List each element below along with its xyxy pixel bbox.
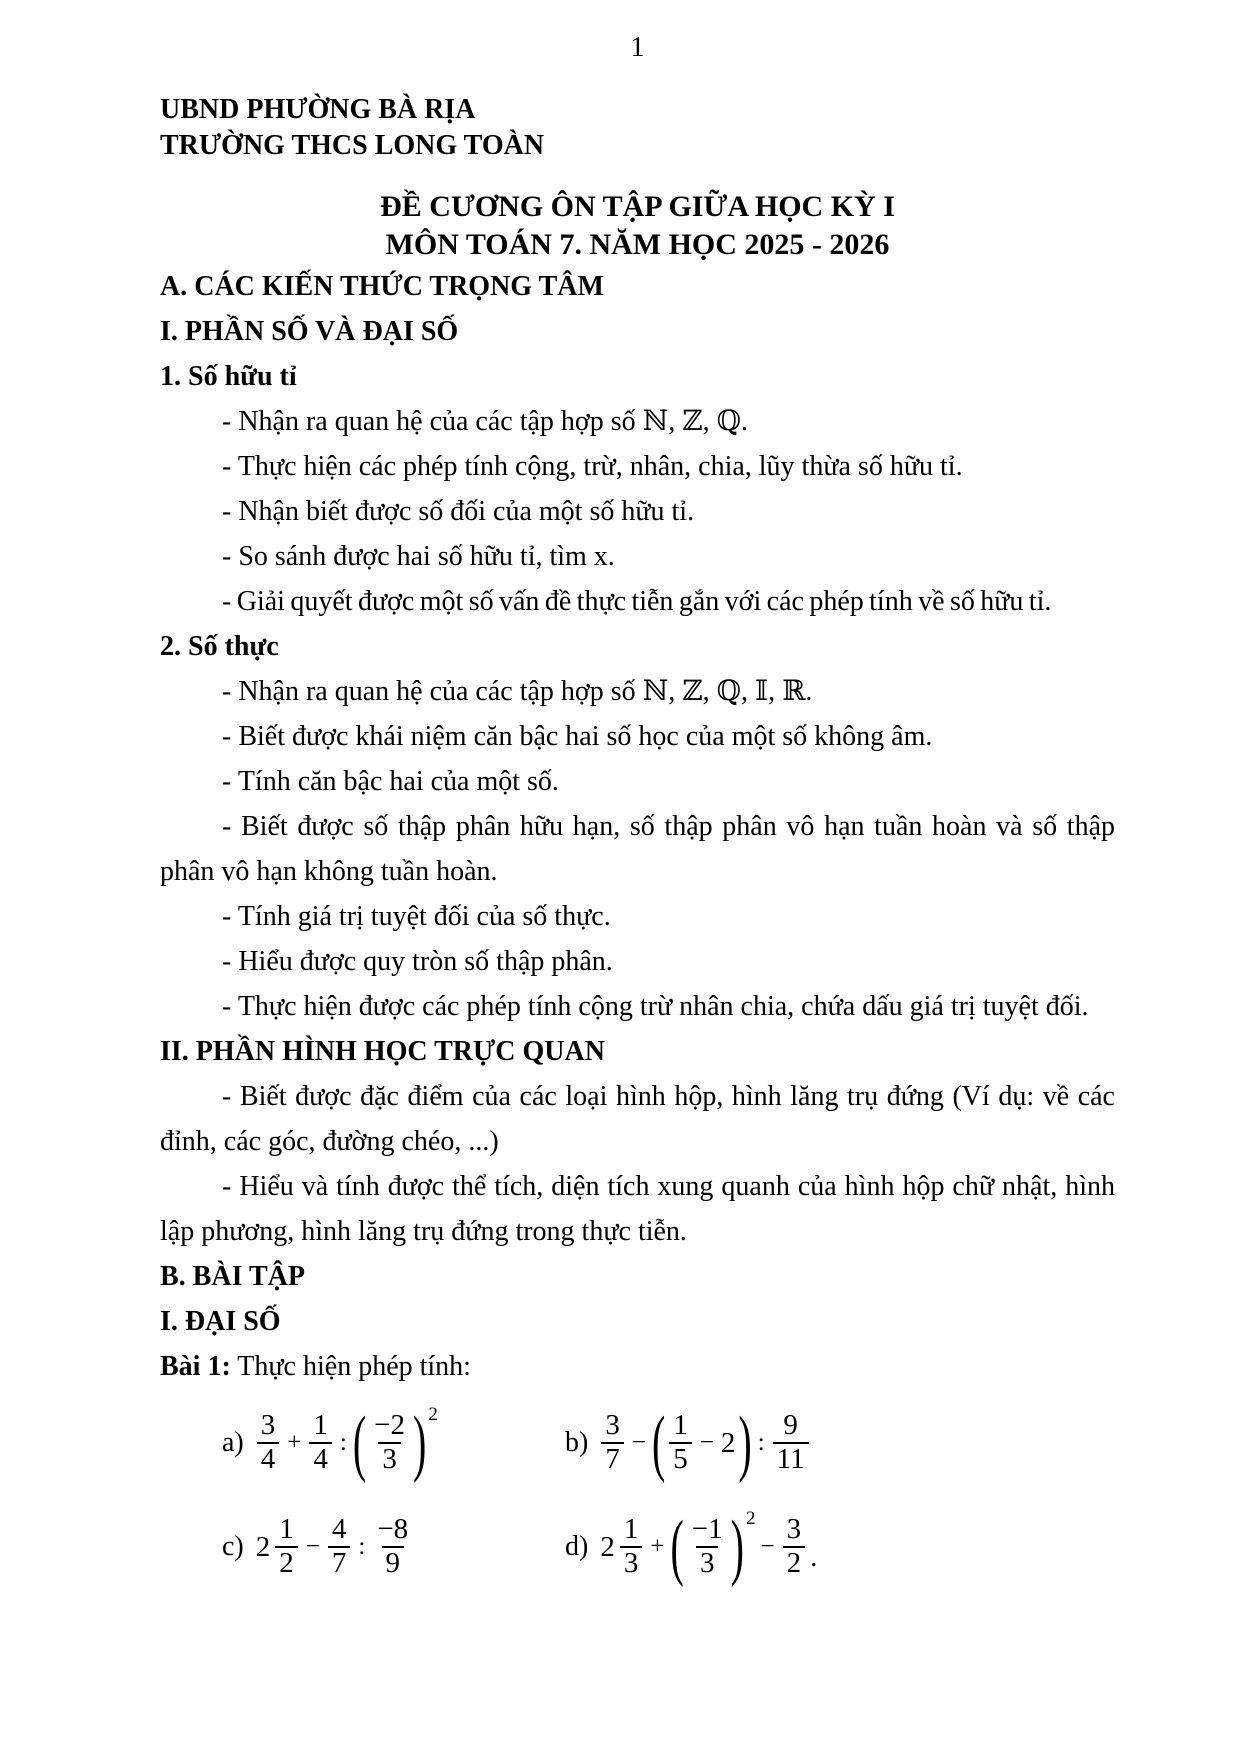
exponent: 2 <box>428 1404 438 1426</box>
fraction <box>257 1410 280 1476</box>
numerator: 4 <box>331 1513 347 1546</box>
denominator: 2 <box>783 1546 806 1580</box>
expression-b <box>565 1400 812 1484</box>
sub2-item-list <box>160 669 1115 1029</box>
exercise-1-instruction: Thực hiện phép tính: <box>230 1351 471 1382</box>
heading-part-2: II. PHẦN HÌNH HỌC TRỰC QUAN <box>160 1036 605 1067</box>
fraction <box>620 1514 643 1580</box>
exponent: 2 <box>745 1508 756 1530</box>
operator: − <box>699 1429 714 1456</box>
number: 2 <box>255 1530 271 1563</box>
heading-part-1: I. PHẦN SỐ VÀ ĐẠI SỐ <box>160 316 459 347</box>
fraction <box>669 1410 692 1476</box>
denominator: 3 <box>696 1546 719 1580</box>
list-item: - Biết được khái niệm căn bậc hai số học của một số không âm. <box>222 721 933 752</box>
list-item: - Tính giá trị tuyệt đối của số thực. <box>222 901 611 932</box>
denominator: 7 <box>601 1442 624 1476</box>
operator: − <box>305 1533 320 1560</box>
expression-a <box>222 1400 438 1484</box>
numerator: 1 <box>279 1513 294 1546</box>
heading-sub-2: 2. Số thực <box>160 631 279 662</box>
number: 2 <box>600 1530 615 1563</box>
page-number: 1 <box>630 32 645 63</box>
org-line-2: TRƯỜNG THCS LONG TOÀN <box>160 130 545 161</box>
close-parenthesis: ) <box>413 1400 427 1484</box>
list-item: - Nhận biết được số đối của một số hữu tỉ. <box>222 496 695 527</box>
list-item: - Thực hiện được các phép tính cộng trừ nhân chia, chứa dấu giá trị tuyệt đối. <box>222 991 1089 1022</box>
numerator: −2 <box>374 1409 406 1442</box>
list-item: - Biết được đặc điểm của các loại hình hộp, hình lăng trụ đứng (Ví dụ: về các đỉnh, các góc, đường chéo, ...) <box>160 1081 1115 1157</box>
period: . <box>810 1540 818 1573</box>
document-title-line-1: ĐỀ CƯƠNG ÔN TẬP GIỮA HỌC KỲ I <box>380 190 895 223</box>
header-org-block <box>160 92 1115 164</box>
expression-d <box>565 1504 818 1588</box>
list-item: - Tính căn bậc hai của một số. <box>222 766 559 797</box>
operator: : <box>339 1429 347 1456</box>
numerator: −8 <box>377 1513 409 1546</box>
expression-d-cell <box>565 1504 818 1588</box>
operator: : <box>358 1533 366 1560</box>
denominator: 9 <box>382 1546 405 1580</box>
fraction <box>688 1514 727 1580</box>
denominator: 7 <box>328 1546 351 1580</box>
list-item: - Hiểu được quy tròn số thập phân. <box>222 946 613 977</box>
fraction <box>309 1410 332 1476</box>
org-line-1: UBND PHƯỜNG BÀ RỊA <box>160 94 476 125</box>
numerator: 3 <box>605 1409 620 1442</box>
numerator: 3 <box>260 1409 276 1442</box>
fraction <box>373 1514 412 1580</box>
document-title-block <box>160 188 1115 264</box>
exercise-1-row-1 <box>160 1393 1115 1493</box>
numerator: −1 <box>691 1513 723 1546</box>
expression-d-math <box>598 1504 818 1588</box>
expression-b-cell <box>565 1400 812 1484</box>
expression-b-label: b) <box>565 1427 589 1458</box>
document-body <box>160 264 1115 1597</box>
list-item: - Nhận ra quan hệ của các tập hợp số ℕ, ℤ, ℚ, 𝕀, ℝ. <box>222 676 813 707</box>
numerator: 1 <box>673 1409 688 1442</box>
heading-section-a: A. CÁC KIẾN THỨC TRỌNG TÂM <box>160 271 604 302</box>
list-item: - So sánh được hai số hữu tỉ, tìm x. <box>222 541 615 572</box>
denominator: 2 <box>275 1546 298 1580</box>
list-item: - Thực hiện các phép tính cộng, trừ, nhân, chia, lũy thừa số hữu tỉ. <box>222 451 963 482</box>
numerator: 9 <box>783 1409 798 1442</box>
expression-a-label: a) <box>222 1427 244 1458</box>
fraction <box>275 1514 298 1580</box>
expression-c-math <box>254 1514 415 1580</box>
fraction <box>370 1410 409 1476</box>
number: 2 <box>720 1426 736 1459</box>
expression-b-math <box>598 1400 811 1484</box>
close-parenthesis: ) <box>738 1400 752 1484</box>
expression-a-math <box>254 1400 438 1484</box>
expression-c-cell <box>160 1514 565 1580</box>
list-item: - Biết được số thập phân hữu hạn, số thập phân vô hạn tuần hoàn và số thập phân vô hạn không tuần hoàn. <box>160 811 1115 887</box>
heading-section-b: B. BÀI TẬP <box>160 1261 305 1292</box>
expression-d-label: d) <box>565 1531 589 1562</box>
numerator: 1 <box>313 1409 328 1442</box>
denominator: 11 <box>773 1442 809 1476</box>
operator: − <box>631 1429 646 1456</box>
operator: + <box>650 1533 665 1560</box>
part2-item-list <box>160 1074 1115 1254</box>
exercise-1-label: Bài 1: <box>160 1351 231 1382</box>
list-item: - Nhận ra quan hệ của các tập hợp số ℕ, ℤ, ℚ. <box>222 406 749 437</box>
operator: : <box>757 1429 765 1456</box>
fraction <box>783 1514 806 1580</box>
fraction <box>328 1514 351 1580</box>
heading-sub-1: 1. Số hữu tỉ <box>160 361 297 392</box>
fraction <box>773 1410 809 1476</box>
open-parenthesis: ( <box>651 1400 666 1484</box>
exercise-1-intro <box>160 1344 1115 1389</box>
document-title-line-2: MÔN TOÁN 7. NĂM HỌC 2025 - 2026 <box>385 228 890 261</box>
open-parenthesis: ( <box>352 1400 367 1484</box>
list-item: - Hiểu và tính được thể tích, diện tích xung quanh của hình hộp chữ nhật, hình lập phương, hình lăng trụ đứng trong thực tiễn. <box>160 1171 1115 1247</box>
operator: − <box>760 1533 775 1560</box>
denominator: 3 <box>378 1442 401 1476</box>
close-parenthesis: ) <box>730 1504 744 1588</box>
list-item: - Giải quyết được một số vấn đề thực tiễn gắn với các phép tính về số hữu tỉ. <box>222 586 1052 617</box>
operator: + <box>287 1429 302 1456</box>
denominator: 4 <box>257 1442 280 1476</box>
sub1-item-list <box>160 399 1115 624</box>
denominator: 5 <box>669 1442 692 1476</box>
numerator: 3 <box>786 1513 802 1546</box>
expression-a-cell <box>160 1400 565 1484</box>
fraction <box>601 1410 624 1476</box>
numerator: 1 <box>623 1513 639 1546</box>
denominator: 4 <box>309 1442 332 1476</box>
open-parenthesis: ( <box>670 1504 684 1588</box>
exercise-1-row-2 <box>160 1497 1115 1597</box>
expression-c <box>222 1514 415 1580</box>
heading-part-1b: I. ĐẠI SỐ <box>160 1306 281 1337</box>
expression-c-label: c) <box>222 1531 244 1562</box>
denominator: 3 <box>620 1546 643 1580</box>
